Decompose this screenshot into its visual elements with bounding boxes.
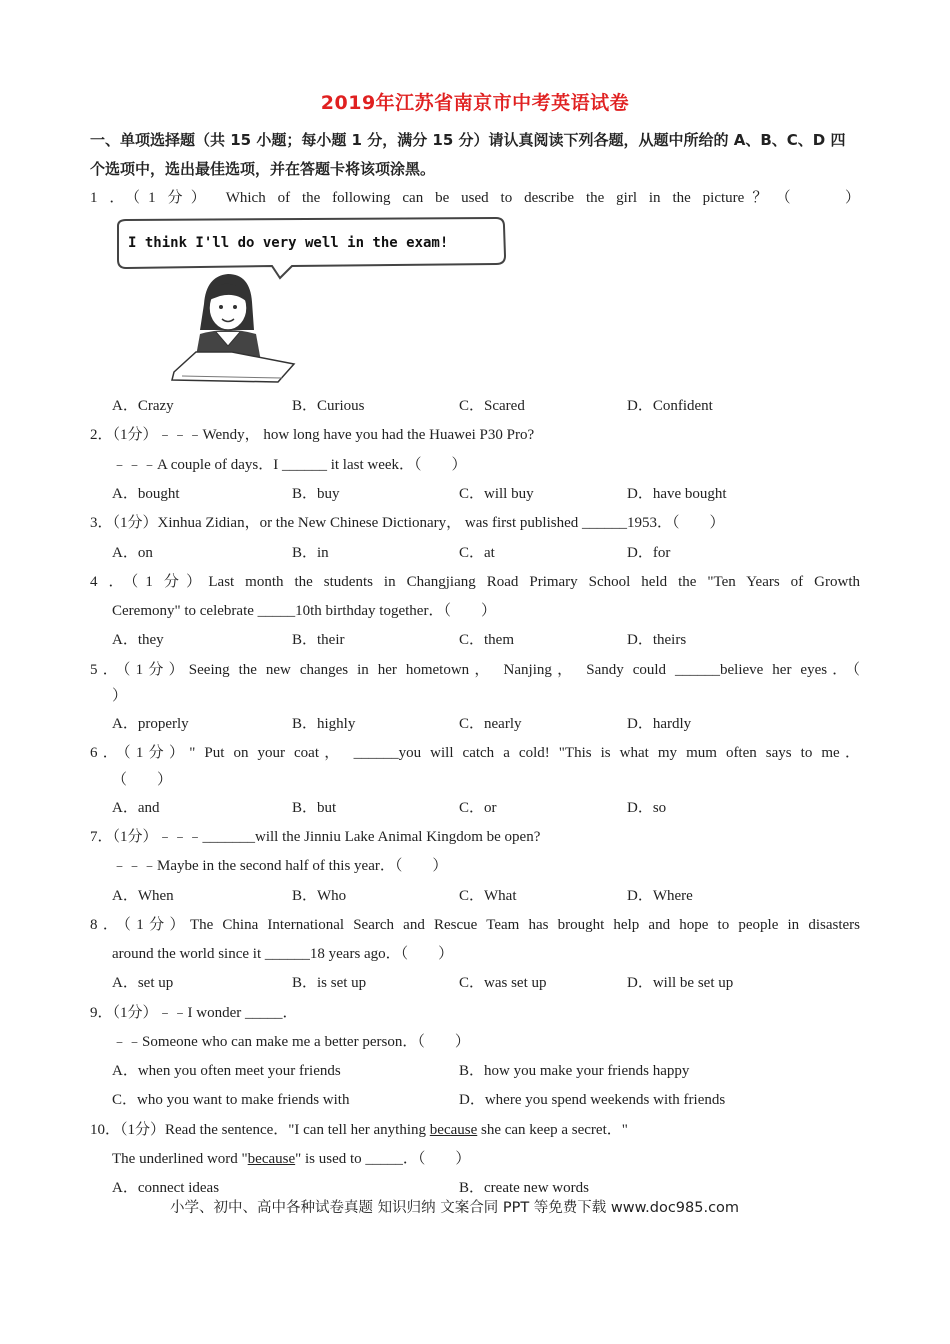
underlined-word: because xyxy=(429,1122,478,1138)
question-8-stem: 8．（1分）The China International Search and Rescue Team has brought help and hope to people in disasters xyxy=(90,917,860,933)
q2-option-c[interactable]: C．will buy xyxy=(459,486,534,502)
q9-option-a[interactable]: A．when you often meet your friends xyxy=(112,1063,341,1079)
question-8-line2: around the world since it ______18 years ago．（ ） xyxy=(112,946,454,962)
question-6-stem: 6．（1分）" Put on your coat， ______you will catch a cold! "This is what my mum often says to me． xyxy=(90,745,860,761)
q2-option-d[interactable]: D．have bought xyxy=(627,486,727,502)
q4-option-c[interactable]: C．them xyxy=(459,632,514,648)
question-5-stem: 5．（1分）Seeing the new changes in her hometown， Nanjing， Sandy could ______believe her eyes．（ xyxy=(90,662,860,678)
q1-option-d[interactable]: D．Confident xyxy=(627,398,713,414)
q2-option-b[interactable]: B．buy xyxy=(292,486,340,502)
question-4-line2: Ceremony" to celebrate _____10th birthday together．（ ） xyxy=(112,603,496,619)
q1-option-c[interactable]: C．Scared xyxy=(459,398,525,414)
q8-option-c[interactable]: C．was set up xyxy=(459,975,547,991)
question-2-stem: 2．（1分）﹣﹣﹣Wendy， how long have you had the Huawei P30 Pro? xyxy=(90,427,535,443)
question-5-line2: ） xyxy=(112,688,128,704)
q8-option-b[interactable]: B．is set up xyxy=(292,975,367,991)
q5-option-a[interactable]: A．properly xyxy=(112,716,189,732)
q9-option-b[interactable]: B．how you make your friends happy xyxy=(459,1063,690,1079)
q6-option-b[interactable]: B．but xyxy=(292,800,337,816)
q9-option-d[interactable]: D．where you spend weekends with friends xyxy=(459,1092,726,1108)
q3-option-d[interactable]: D．for xyxy=(627,545,671,561)
q4-option-a[interactable]: A．they xyxy=(112,632,164,648)
question-1-stem: 1 ．（1 分） Which of the following can be used to describe the girl in the picture？（ ） xyxy=(90,190,860,206)
q9-option-c[interactable]: C．who you want to make friends with xyxy=(112,1092,350,1108)
q10-option-b[interactable]: B．create new words xyxy=(459,1180,589,1196)
question-4-stem: 4 ．（1 分）Last month the students in Changjiang Road Primary School held the "Ten Years of Growth xyxy=(90,574,860,590)
question-10-line2 xyxy=(112,1147,470,1168)
q7-option-c[interactable]: C．What xyxy=(459,888,517,904)
question-7-stem: 7．（1分）﹣﹣﹣_______will the Jinniu Lake Animal Kingdom be open? xyxy=(90,829,541,845)
girl-figure xyxy=(172,274,294,382)
question-10-stem-start: 10．（1分）Read the sentence．"I can tell her anything xyxy=(90,1122,430,1138)
q3-option-a[interactable]: A．on xyxy=(112,545,153,561)
q1-option-b[interactable]: B．Curious xyxy=(292,398,365,414)
q6-option-d[interactable]: D．so xyxy=(627,800,667,816)
q5-option-b[interactable]: B．highly xyxy=(292,716,356,732)
speech-bubble-text: I think I'll do very well in the exam! xyxy=(128,235,449,251)
section-heading: 一、单项选择题（共 15 小题；每小题 1 分，满分 15 分）请认真阅读下列各题，从题中所给的 A、B、C、D 四个选项中，选出最佳选项，并在答题卡将该项涂黑。 xyxy=(90,131,846,178)
q4-option-d[interactable]: D．theirs xyxy=(627,632,687,648)
q7-option-b[interactable]: B．Who xyxy=(292,888,347,904)
question-10-line2-end: " is used to _____．（ ） xyxy=(295,1151,471,1167)
question-7-line2: ﹣﹣﹣Maybe in the second half of this year．（ ） xyxy=(112,858,448,874)
question-2-line2: ﹣﹣﹣A couple of days．I ______ it last week．（ ） xyxy=(112,457,467,473)
q7-option-d[interactable]: D．Where xyxy=(627,888,693,904)
q10-option-a[interactable]: A．connect ideas xyxy=(112,1180,220,1196)
q6-option-c[interactable]: C．or xyxy=(459,800,497,816)
q8-option-a[interactable]: A．set up xyxy=(112,975,174,991)
q1-option-a[interactable]: A．Crazy xyxy=(112,398,174,414)
q6-option-a[interactable]: A．and xyxy=(112,800,160,816)
question-9-line2: ﹣﹣Someone who can make me a better person．（ ） xyxy=(112,1034,470,1050)
q4-option-b[interactable]: B．their xyxy=(292,632,345,648)
question-6-line2: （ ） xyxy=(112,772,173,788)
question-10-stem-end: she can keep a secret．" xyxy=(477,1122,628,1138)
girl-thinking-illustration xyxy=(112,212,512,387)
q3-option-c[interactable]: C．at xyxy=(459,545,495,561)
q3-option-b[interactable]: B．in xyxy=(292,545,329,561)
q5-option-d[interactable]: D．hardly xyxy=(627,716,692,732)
q5-option-c[interactable]: C．nearly xyxy=(459,716,522,732)
question-9-stem: 9．（1分）﹣﹣I wonder _____． xyxy=(90,1005,298,1021)
underlined-word-ref: because xyxy=(247,1151,296,1167)
question-10-line2-start: The underlined word " xyxy=(112,1151,248,1167)
q2-option-a[interactable]: A．bought xyxy=(112,486,180,502)
page-title: 2019年江苏省南京市中考英语试卷 xyxy=(320,92,630,114)
question-1-figure xyxy=(112,212,512,387)
q8-option-d[interactable]: D．will be set up xyxy=(627,975,734,991)
question-3-stem: 3．（1分）Xinhua Zidian，or the New Chinese Dictionary， was first published ______1953．（ ） xyxy=(90,515,725,531)
footer-banner: 小学、初中、高中各种试卷真题 知识归纳 文案合同 PPT 等免费下载 www.doc985.com xyxy=(170,1200,740,1216)
question-10-stem xyxy=(90,1118,860,1139)
q7-option-a[interactable]: A．When xyxy=(112,888,174,904)
